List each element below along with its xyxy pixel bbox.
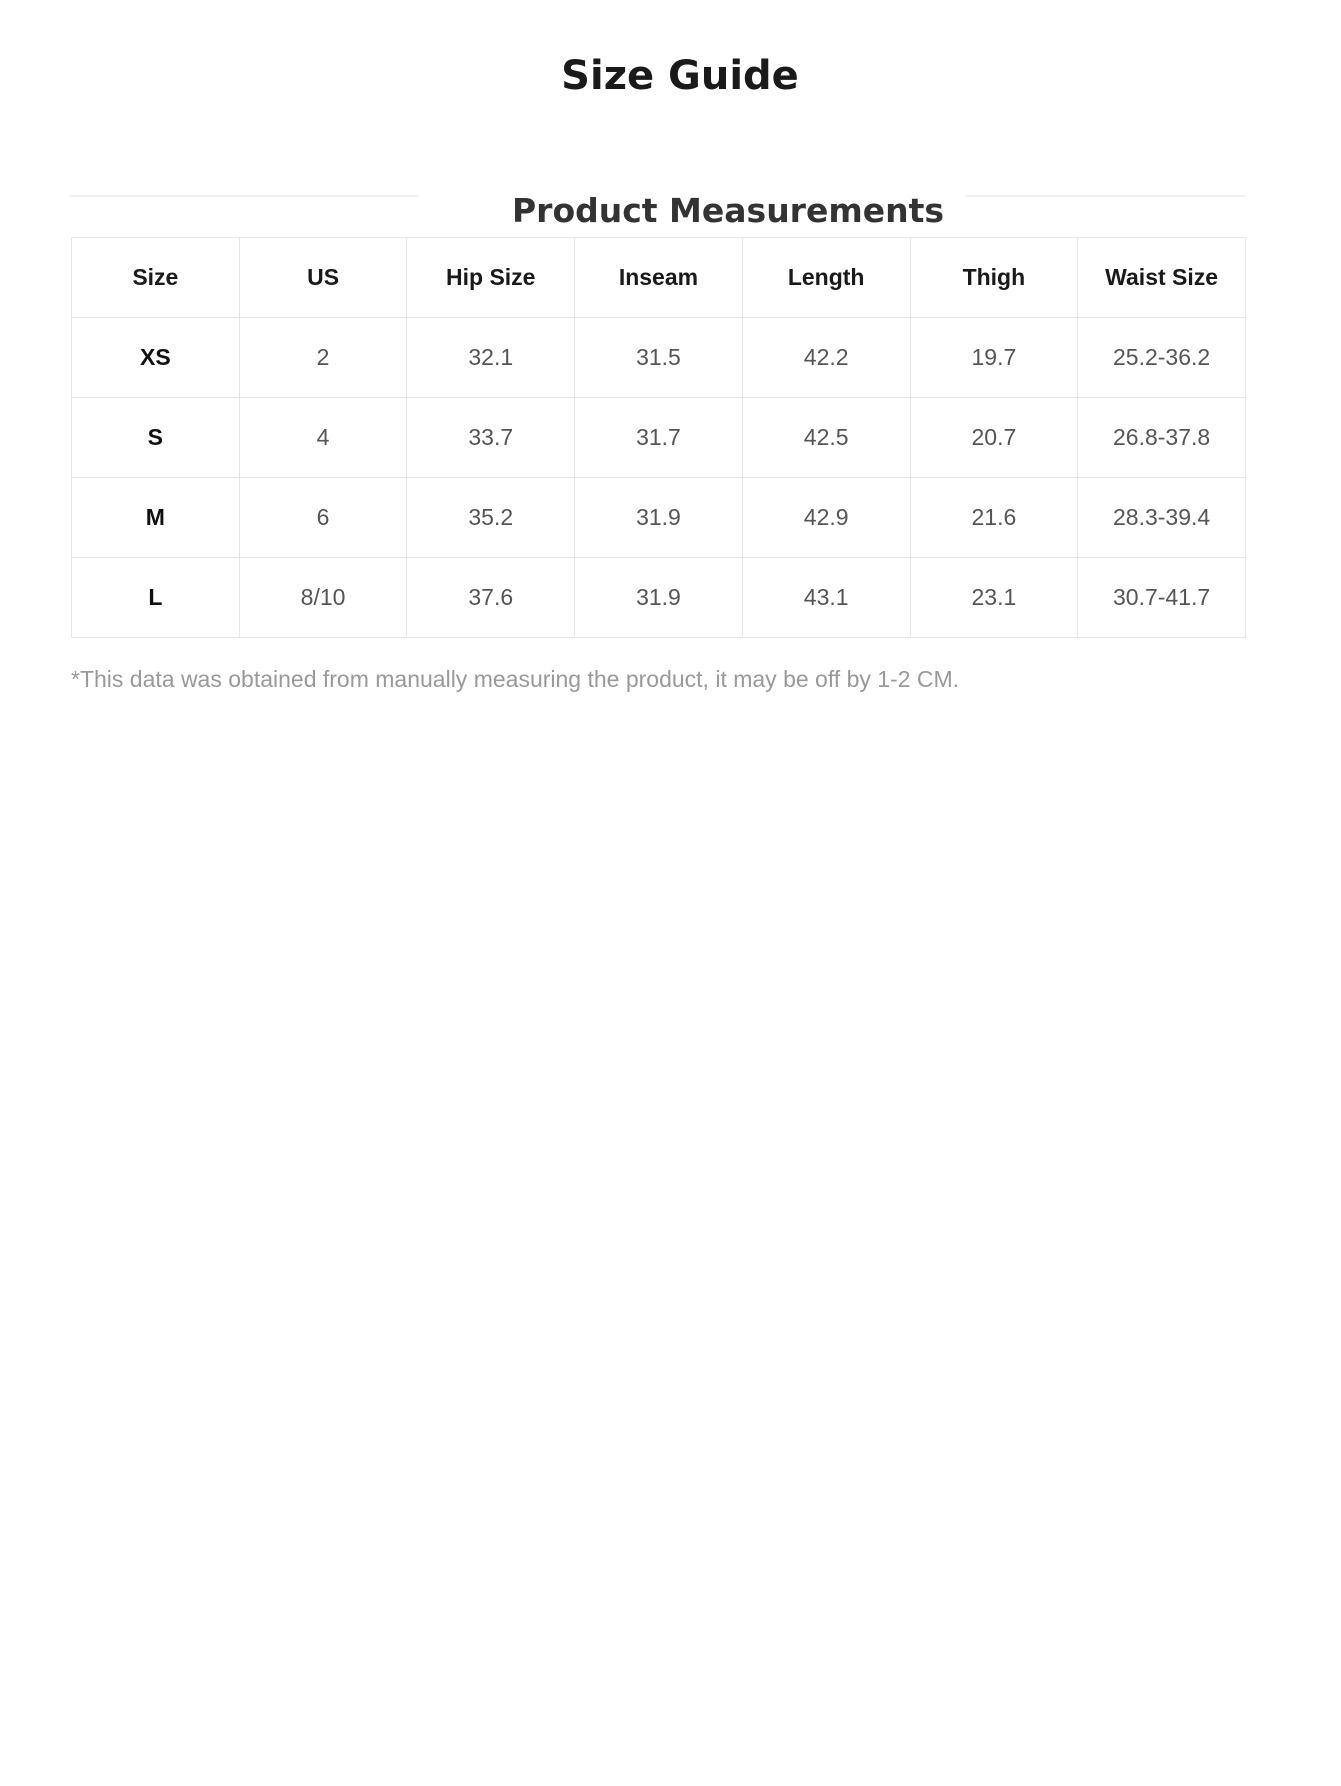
column-header-inseam: Inseam bbox=[575, 238, 743, 318]
size-cell: L bbox=[72, 558, 240, 638]
waist-size-cell: 25.2-36.2 bbox=[1078, 318, 1246, 398]
heading-divider-right bbox=[966, 195, 1246, 197]
table-header-row bbox=[72, 238, 1246, 318]
size-cell: M bbox=[72, 478, 240, 558]
column-header-thigh: Thigh bbox=[910, 238, 1078, 318]
inseam-cell: 31.9 bbox=[575, 558, 743, 638]
thigh-cell: 21.6 bbox=[910, 478, 1078, 558]
column-header-us: US bbox=[239, 238, 407, 318]
section-heading-row bbox=[70, 186, 1246, 236]
table-row bbox=[72, 398, 1246, 478]
size-cell: XS bbox=[72, 318, 240, 398]
column-header-length: Length bbox=[742, 238, 910, 318]
column-header-waist-size: Waist Size bbox=[1078, 238, 1246, 318]
length-cell: 42.2 bbox=[742, 318, 910, 398]
us-cell: 2 bbox=[239, 318, 407, 398]
column-header-hip-size: Hip Size bbox=[407, 238, 575, 318]
thigh-cell: 19.7 bbox=[910, 318, 1078, 398]
heading-divider-left bbox=[70, 195, 418, 197]
hip-size-cell: 37.6 bbox=[407, 558, 575, 638]
length-cell: 42.9 bbox=[742, 478, 910, 558]
waist-size-cell: 26.8-37.8 bbox=[1078, 398, 1246, 478]
table-row bbox=[72, 318, 1246, 398]
section-heading: Product Measurements bbox=[511, 191, 945, 230]
inseam-cell: 31.5 bbox=[575, 318, 743, 398]
hip-size-cell: 32.1 bbox=[407, 318, 575, 398]
measurements-table bbox=[71, 237, 1246, 638]
inseam-cell: 31.9 bbox=[575, 478, 743, 558]
us-cell: 8/10 bbox=[239, 558, 407, 638]
page-title: Size Guide bbox=[561, 53, 799, 99]
waist-size-cell: 28.3-39.4 bbox=[1078, 478, 1246, 558]
hip-size-cell: 35.2 bbox=[407, 478, 575, 558]
thigh-cell: 23.1 bbox=[910, 558, 1078, 638]
table-row bbox=[72, 558, 1246, 638]
measurement-disclaimer: *This data was obtained from manually measuring the product, it may be off by 1-2 CM. bbox=[71, 666, 960, 692]
inseam-cell: 31.7 bbox=[575, 398, 743, 478]
hip-size-cell: 33.7 bbox=[407, 398, 575, 478]
thigh-cell: 20.7 bbox=[910, 398, 1078, 478]
us-cell: 6 bbox=[239, 478, 407, 558]
waist-size-cell: 30.7-41.7 bbox=[1078, 558, 1246, 638]
length-cell: 42.5 bbox=[742, 398, 910, 478]
length-cell: 43.1 bbox=[742, 558, 910, 638]
table-row bbox=[72, 478, 1246, 558]
size-cell: S bbox=[72, 398, 240, 478]
us-cell: 4 bbox=[239, 398, 407, 478]
column-header-size: Size bbox=[72, 238, 240, 318]
